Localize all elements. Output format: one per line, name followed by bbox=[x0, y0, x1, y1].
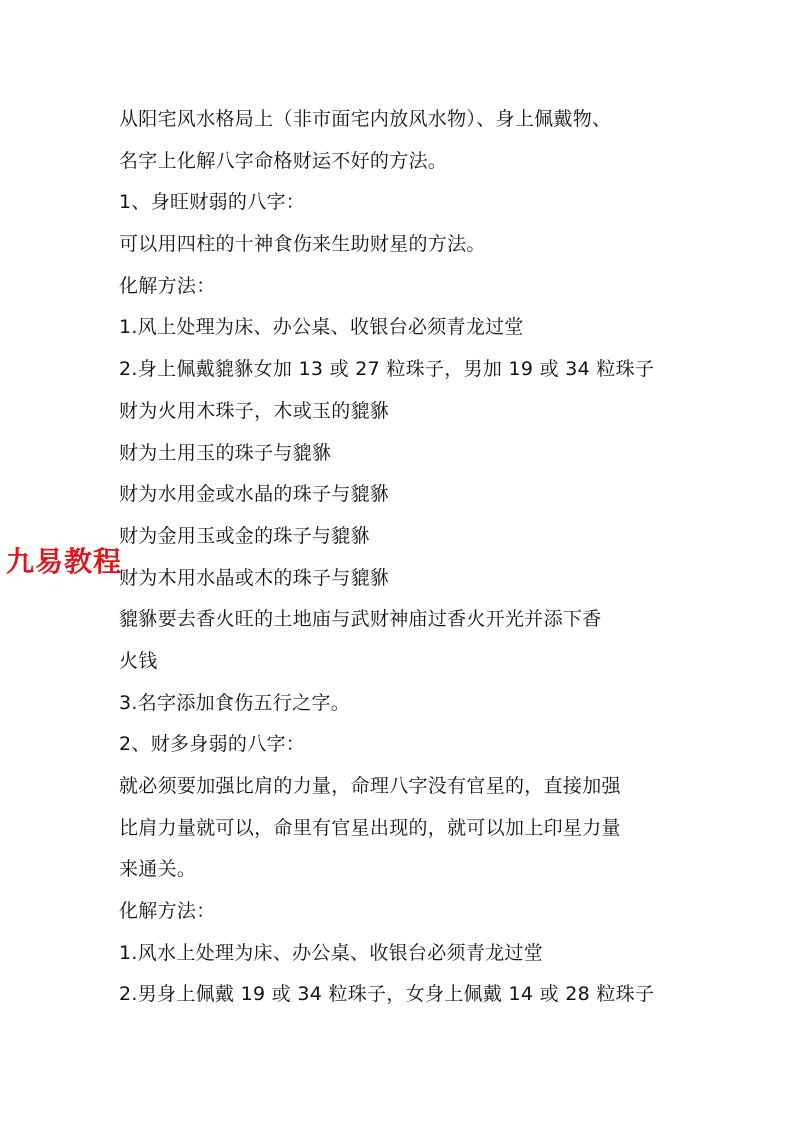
subheading: 化解方法： bbox=[119, 900, 216, 923]
text-line: 貔貅要去香火旺的土地庙与武财神庙过香火开光并添下香 bbox=[119, 608, 602, 631]
text-line: 火钱 bbox=[119, 649, 158, 672]
text-line: 名字上化解八字命格财运不好的方法。 bbox=[119, 149, 448, 172]
text-line: 比肩力量就可以，命里有官星出现的，就可以加上印星力量 bbox=[119, 816, 621, 839]
document-body bbox=[119, 99, 679, 1016]
text-line: 财为金用玉或金的珠子与貔貅 bbox=[119, 524, 370, 547]
text-line: 来通关。 bbox=[119, 858, 197, 881]
text-line: 从阳宅风水格局上（非市面宅内放风水物）、身上佩戴物、 bbox=[119, 108, 612, 130]
watermark-text: 九易教程 bbox=[6, 545, 123, 578]
text-line: 2.男身上佩戴 19 或 34 粒珠子，女身上佩戴 14 或 28 粒珠子 bbox=[119, 983, 655, 1006]
text-line: 财为水用金或水晶的珠子与貔貅 bbox=[119, 483, 390, 506]
section-heading: 1、身旺财弱的八字： bbox=[119, 191, 306, 214]
text-line: 可以用四柱的十神食伤来生助财星的方法。 bbox=[119, 233, 486, 256]
text-line: 1.风上处理为床、办公桌、收银台必须青龙过堂 bbox=[119, 316, 524, 339]
text-line: 财为土用玉的珠子与貔貅 bbox=[119, 441, 332, 464]
section-heading: 2、财多身弱的八字： bbox=[119, 733, 306, 756]
text-line: 3.名字添加食伤五行之字。 bbox=[119, 691, 351, 714]
text-line: 财为火用木珠子，木或玉的貔貅 bbox=[119, 399, 390, 422]
subheading: 化解方法： bbox=[119, 274, 216, 297]
text-line: 财为木用水晶或木的珠子与貔貅 bbox=[119, 566, 390, 589]
text-line: 2.身上佩戴貔貅女加 13 或 27 粒珠子，男加 19 或 34 粒珠子 bbox=[119, 358, 655, 381]
text-line: 就必须要加强比肩的力量，命理八字没有官星的，直接加强 bbox=[119, 775, 621, 797]
text-line: 1.风水上处理为床、办公桌、收银台必须青龙过堂 bbox=[119, 941, 544, 964]
